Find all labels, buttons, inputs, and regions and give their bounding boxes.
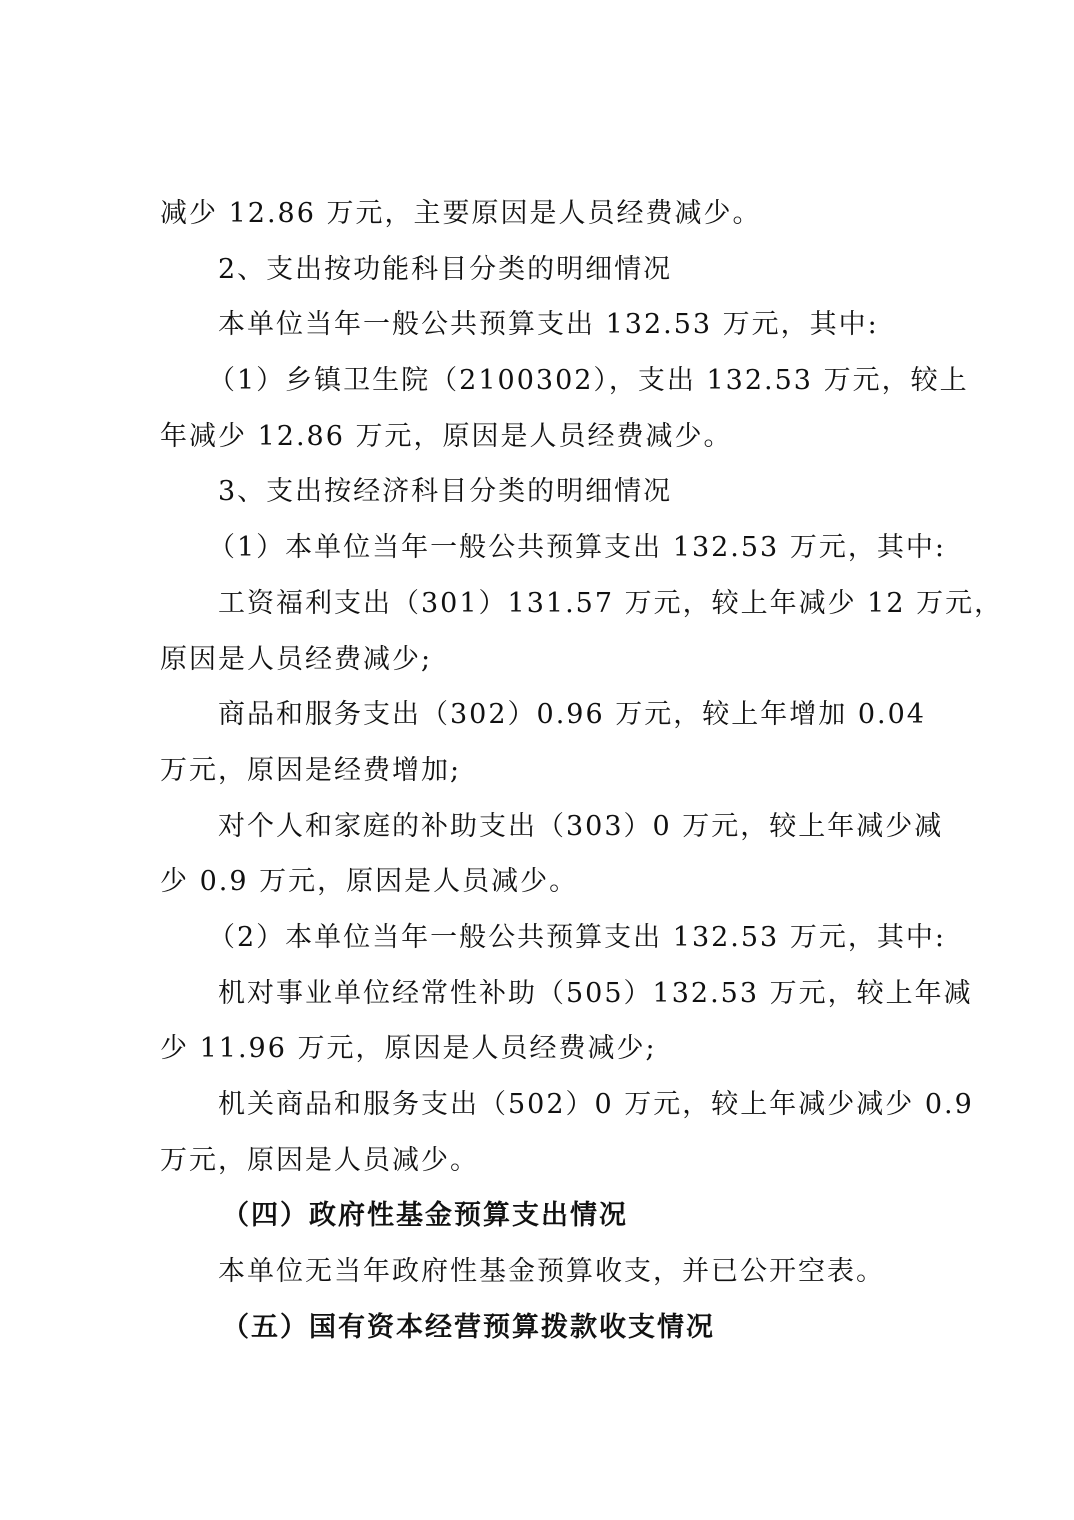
document-body [160, 186, 1004, 1355]
paragraph-line: （1）本单位当年一般公共预算支出 132.53 万元，其中: [208, 532, 946, 564]
paragraph-line: 机对事业单位经常性补助（505）132.53 万元，较上年减 [218, 977, 973, 1009]
section-heading: （四）政府性基金预算支出情况 [222, 1200, 628, 1232]
paragraph-line: 商品和服务支出（302）0.96 万元，较上年增加 0.04 [218, 699, 926, 731]
paragraph-line: （1）乡镇卫生院（2100302），支出 132.53 万元，较上 [208, 365, 969, 397]
paragraph-line: 对个人和家庭的补助支出（303）0 万元，较上年减少减 [218, 810, 944, 842]
paragraph-line: 本单位无当年政府性基金预算收支，并已公开空表。 [218, 1256, 885, 1288]
paragraph-line: 少 11.96 万元，原因是人员经费减少; [160, 1033, 657, 1065]
section-subtitle: 2、支出按功能科目分类的明细情况 [218, 253, 673, 285]
paragraph-line: 本单位当年一般公共预算支出 132.53 万元，其中: [218, 309, 879, 341]
paragraph-line: （2）本单位当年一般公共预算支出 132.53 万元，其中: [208, 921, 946, 953]
paragraph-line: 万元，原因是人员减少。 [160, 1144, 479, 1176]
section-heading: （五）国有资本经营预算拨款收支情况 [222, 1311, 715, 1343]
paragraph-line: 原因是人员经费减少; [160, 643, 433, 675]
paragraph-line: 年减少 12.86 万元，原因是人员经费减少。 [160, 420, 733, 452]
paragraph-line: 万元，原因是经费增加; [160, 754, 462, 786]
paragraph-line: 机关商品和服务支出（502）0 万元，较上年减少减少 0.9 [218, 1089, 974, 1120]
paragraph-line: 减少 12.86 万元，主要原因是人员经费减少。 [160, 198, 762, 229]
section-subtitle: 3、支出按经济科目分类的明细情况 [218, 476, 673, 508]
paragraph-line: 少 0.9 万元，原因是人员减少。 [160, 866, 579, 898]
paragraph-line: 工资福利支出（301）131.57 万元，较上年减少 12 万元， [218, 587, 1004, 619]
